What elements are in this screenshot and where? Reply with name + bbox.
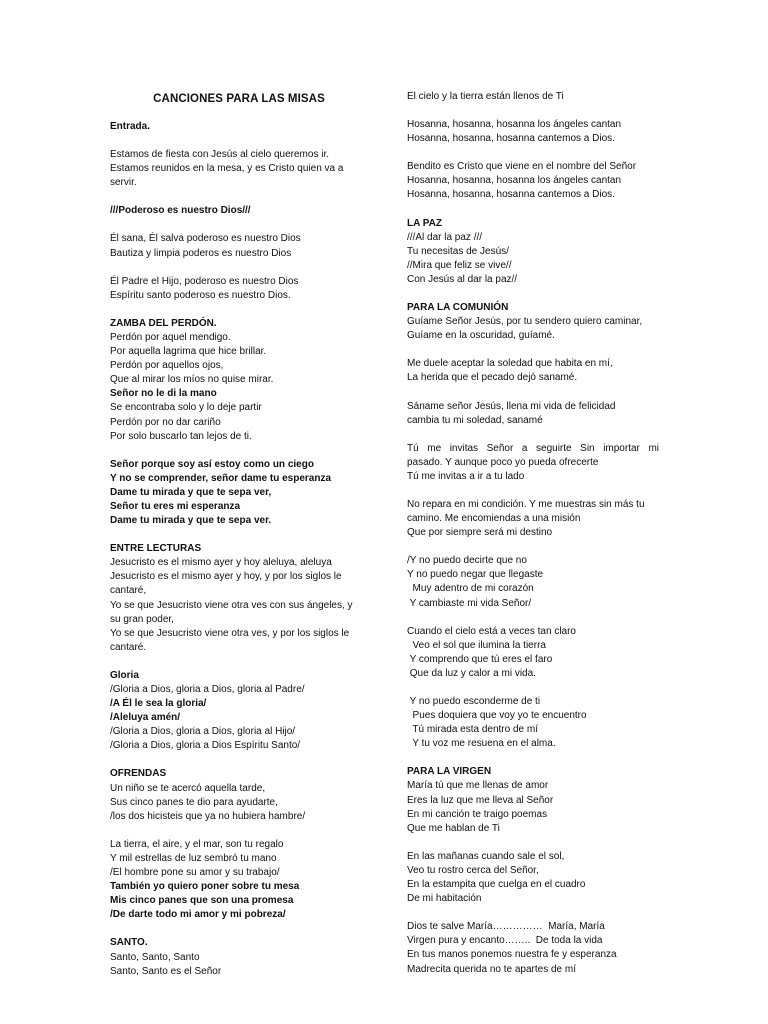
text-line: Y no puedo negar que llegaste (407, 569, 544, 581)
text-line: En tus manos ponemos nuestra fe y esperanza (407, 949, 617, 961)
heading-line: También yo quiero poner sobre tu mesa (110, 881, 300, 893)
text-line: Virgen pura y encanto…….. De toda la vida (407, 935, 603, 947)
text-line: Yo se que Jesucristo viene otra ves con sus ángeles, y (110, 599, 353, 611)
left-column (110, 90, 368, 979)
text-line: No repara en mi condición. Y me muestras sin más tu (407, 498, 645, 510)
text-line: Jesucristo es el mismo ayer y hoy aleluya, aleluya (110, 557, 332, 569)
stanza-gap (110, 261, 368, 275)
text-line: Tú mirada esta dentro de mí (407, 724, 538, 736)
text-line: Santo, Santo es el Señor (110, 965, 222, 977)
text-line: Él Padre el Hijo, poderoso es nuestro Dios (110, 275, 299, 287)
text-line: Espíritu santo poderoso es nuestro Dios. (110, 289, 291, 301)
text-line: Santo, Santo, Santo (110, 951, 200, 963)
text-line: Hosanna, hosanna, hosanna cantemos a Dios. (407, 133, 615, 145)
text-line: Y no puedo esconderme de ti (407, 696, 541, 707)
stanza-gap (407, 484, 659, 498)
heading-line: Mis cinco panes que son una promesa (110, 895, 294, 907)
heading-line: PARA LA COMUNIÓN (407, 302, 509, 314)
text-line: pasado. Y aunque poco yo pueda ofrecerte (407, 456, 599, 468)
text-line: Que da luz y calor a mi vida. (407, 667, 536, 679)
text-line: De mi habitación (407, 893, 482, 905)
text-line: Hosanna, hosanna, hosanna los ángeles cantan (407, 119, 622, 131)
heading-line: /Aleluya amén/ (110, 712, 181, 724)
stanza-gap (407, 203, 659, 217)
text-line: //Mira que feliz se vive// (407, 259, 512, 271)
heading-line: Dame tu mirada y que te sepa ver, (110, 486, 272, 498)
text-line: /Gloria a Dios, gloria a Dios Espíritu Santo/ (110, 740, 301, 752)
text-line: Veo tu rostro cerca del Señor, (407, 864, 539, 876)
text-line: /Y no puedo decirte que no (407, 555, 527, 567)
text-line: Y tu voz me resuena en el alma. (407, 738, 556, 750)
text-line: cantaré. (110, 641, 147, 653)
stanza-gap (407, 428, 659, 442)
heading-line: Señor porque soy así estoy como un ciego (110, 458, 314, 470)
text-line: Hosanna, hosanna, hosanna los ángeles cantan (407, 175, 622, 187)
stanza-gap (110, 753, 368, 767)
text-line: /Gloria a Dios, gloria a Dios, gloria al Hijo/ (110, 726, 296, 738)
text-line: Bendito es Cristo que viene en el nombre del Señor (407, 161, 637, 173)
text-line: Perdón por no dar cariño (110, 416, 221, 428)
text-line: La herida que el pecado dejó sanamé. (407, 372, 578, 384)
heading-line: LA PAZ (407, 217, 442, 229)
right-column (407, 90, 659, 977)
text-line: Bautiza y limpia poderos es nuestro Dios (110, 247, 292, 259)
text-line: Él sana, Él salva poderoso es nuestro Dios (110, 233, 301, 245)
text-line: Sus cinco panes te dio para ayudarte, (110, 796, 278, 808)
text-line: servir. (110, 177, 137, 189)
text-line: camino. Me encomiendas a una misión (407, 513, 581, 525)
left-column-lines (110, 120, 368, 979)
text-line: Perdón por aquel mendigo. (110, 331, 231, 343)
text-line: Eres la luz que me lleva al Señor (407, 794, 554, 806)
heading-line: Entrada. (110, 121, 151, 132)
stanza-gap (110, 218, 368, 232)
text-line: María tú que me llenas de amor (407, 780, 549, 792)
text-line: Por aquella lagrima que hice brillar. (110, 346, 267, 358)
text-line: Guíame en la oscuridad, guíamé. (407, 330, 555, 342)
heading-line: ZAMBA DEL PERDÓN. (110, 317, 217, 329)
text-line: Muy adentro de mi corazón (407, 583, 534, 595)
heading-line: ENTRE LECTURAS (110, 543, 202, 555)
stanza-gap (407, 540, 659, 554)
stanza-gap (407, 386, 659, 400)
text-line: En las mañanas cuando sale el sol, (407, 850, 565, 862)
text-line: En mi canción te traigo poemas (407, 808, 548, 820)
heading-line: OFRENDAS (110, 768, 167, 780)
text-line: Tú me invitas a ir a tu lado (407, 470, 525, 482)
stanza-gap (407, 751, 659, 765)
text-line: Un niño se te acercó aquella tarde, (110, 782, 266, 794)
text-line: Veo el sol que ilumina la tierra (407, 639, 546, 651)
text-line: En la estampita que cuelga en el cuadro (407, 879, 586, 891)
text-line: Yo se que Jesucristo viene otra ves, y por los siglos le (110, 627, 350, 639)
text-line: Pues doquiera que voy yo te encuentro (407, 710, 587, 722)
stanza-gap (407, 836, 659, 850)
text-line: Tu necesitas de Jesús/ (407, 245, 509, 257)
heading-line: Señor tu eres mi esperanza (110, 500, 241, 512)
text-line: Dios te salve María…………… María, María (407, 921, 605, 933)
stanza-gap (110, 303, 368, 317)
text-line: /los dos hicisteis que ya no hubiera hambre/ (110, 810, 306, 822)
stanza-gap (407, 611, 659, 625)
text-line: Que al mirar los míos no quise mirar. (110, 374, 274, 386)
text-line: Con Jesús al dar la paz// (407, 273, 518, 285)
stanza-gap (407, 343, 659, 357)
text-line: Tú me invitas Señor a seguirte Sin importar mi (407, 442, 659, 454)
stanza-gap (110, 922, 368, 936)
text-line: Y mil estrellas de luz sembró tu mano (110, 852, 277, 864)
heading-line: /A Él le sea la gloria/ (110, 698, 207, 710)
text-line: cantaré, (110, 585, 147, 597)
text-line: Que me hablan de Ti (407, 822, 500, 834)
stanza-gap (407, 104, 659, 118)
text-line: Sáname señor Jesús, llena mi vida de felicidad (407, 400, 616, 412)
heading-line: /De darte todo mi amor y mi pobreza/ (110, 909, 286, 921)
heading-line: Señor no le di la mano (110, 388, 217, 400)
text-line: Por solo buscarlo tan lejos de ti. (110, 430, 252, 442)
stanza-gap (110, 824, 368, 838)
text-line: cambia tu mi soledad, sanamé (407, 414, 543, 426)
page-title: CANCIONES PARA LAS MISAS (153, 93, 325, 105)
stanza-gap (110, 190, 368, 204)
heading-line: PARA LA VIRGEN (407, 766, 492, 778)
right-column-lines (407, 90, 659, 977)
heading-line: ///Poderoso es nuestro Dios/// (110, 205, 251, 217)
text-line: Guíame Señor Jesús, por tu sendero quiero caminar, (407, 316, 643, 328)
text-line: Y cambiaste mi vida Señor/ (407, 597, 532, 609)
heading-line: SANTO. (110, 937, 148, 949)
text-line: Estamos reunidos en la mesa, y es Cristo quien va a (110, 163, 344, 175)
heading-line: Gloria (110, 669, 139, 681)
stanza-gap (407, 681, 659, 695)
stanza-gap (407, 287, 659, 301)
heading-line: Y no se comprender, señor dame tu esperanza (110, 472, 332, 484)
text-line: Se encontraba solo y lo deje partir (110, 402, 262, 414)
stanza-gap (110, 134, 368, 148)
text-line: Jesucristo es el mismo ayer y hoy, y por los siglos le (110, 571, 342, 583)
text-line: Estamos de fiesta con Jesús al cielo queremos ir. (110, 149, 329, 161)
text-line: Y comprendo que tú eres el faro (407, 653, 553, 665)
stanza-gap (407, 906, 659, 920)
stanza-gap (407, 146, 659, 160)
stanza-gap (110, 528, 368, 542)
text-line: Que por siempre será mi destino (407, 527, 553, 539)
text-line: Perdón por aquellos ojos, (110, 360, 224, 372)
stanza-gap (110, 444, 368, 458)
text-line: Cuando el cielo está a veces tan claro (407, 625, 576, 637)
text-line: /El hombre pone su amor y su trabajo/ (110, 867, 280, 879)
text-line: Madrecita querida no te apartes de mí (407, 963, 576, 975)
text-line: Hosanna, hosanna, hosanna cantemos a Dios. (407, 189, 615, 201)
text-line: Me duele aceptar la soledad que habita en mí, (407, 358, 613, 370)
text-line: ///Al dar la paz /// (407, 231, 483, 243)
text-line: La tierra, el aire, y el mar, son tu regalo (110, 838, 284, 850)
heading-line: Dame tu mirada y que te sepa ver. (110, 515, 272, 527)
text-line: El cielo y la tierra están llenos de Ti (407, 91, 564, 102)
text-line: su gran poder, (110, 613, 174, 625)
stanza-gap (110, 655, 368, 669)
text-line: /Gloria a Dios, gloria a Dios, gloria al Padre/ (110, 684, 305, 695)
